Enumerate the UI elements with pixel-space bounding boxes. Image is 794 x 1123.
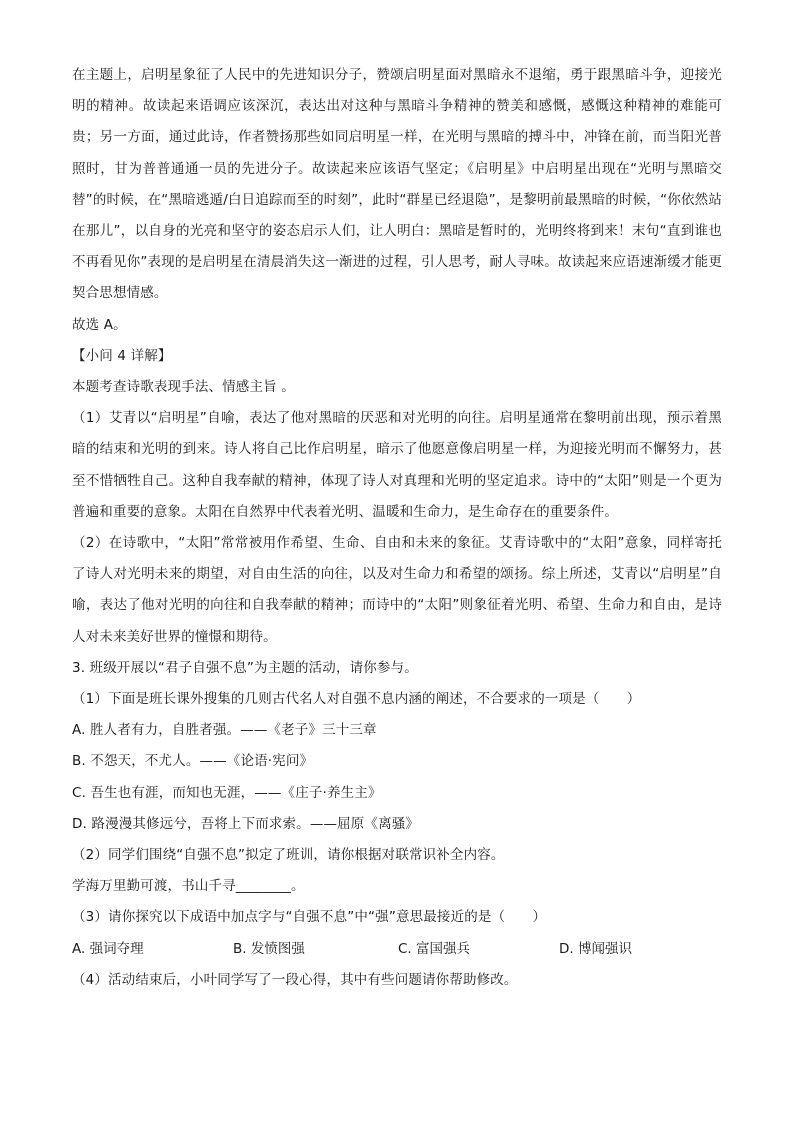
option-a: A. 胜人者有力，自胜者强。——《老子》三十三章 (72, 722, 377, 739)
idiom-option-a: A. 强词夺理 (72, 940, 144, 957)
analysis-point-1: （1）艾青以“启明星”自喻，表达了他对黑暗的厌恶和对光明的向往。启明星通常在黎明前出现，预示着黑暗的结束和光明的到来。诗人将自己比作启明星，暗示了他愿意像启明星一样，为迎接光明而不懈努力，甚至不惜牺牲自己。这种自我奉献的精神，体现了诗人对真理和光明的坚定追求。诗中的“太阳”则是一个更为普遍和重要的意象。太阳在自然界中代表着光明、温暖和生命力，是生命存在的重要条件。 (72, 410, 722, 520)
document-page (72, 60, 722, 996)
idiom-option-c: C. 富国强兵 (398, 940, 471, 957)
analysis-point-2: （2）在诗歌中，“太阳”常常被用作希望、生命、自由和未来的象征。艾青诗歌中的“太阳”意象，同样寄托了诗人对光明未来的期望，对自由生活的向往，以及对生命力和希望的颂扬。综上所述，艾青以“启明星”自喻，表达了他对光明的向往和自我奉献的精神；而诗中的“太阳”则象征着光明、希望、生命力和自由，是诗人对未来美好世界的憧憬和期待。 (72, 535, 722, 645)
option-b: B. 不怨天，不尤人。——《论语·宪问》 (72, 753, 314, 770)
question-part-3-prompt: （3）请你探究以下成语中加点字与“自强不息”中“强”意思最接近的是（ ） (72, 909, 547, 926)
section-intro: 本题考查诗歌表现手法、情感主旨 。 (72, 379, 295, 396)
idiom-options-row (72, 934, 722, 965)
question-stem: 3. 班级开展以“君子自强不息”为主题的活动，请你参与。 (72, 659, 418, 676)
analysis-paragraph: 在主题上，启明星象征了人民中的先进知识分子，赞颂启明星面对黑暗永不退缩，勇于跟黑暗斗争，迎接光明的精神。故读起来语调应该深沉，表达出对这种与黑暗斗争精神的赞美和感慨，感慨这种精神的难能可贵；另一方面，通过此诗，作者赞扬那些如同启明星一样，在光明与黑暗的搏斗中，冲锋在前，而当阳光普照时，甘为普普通通一员的先进分子。故读起来应该语气坚定；《启明星》中启明星出现在“光明与黑暗交替”的时候，在“黑暗逃遁/白日追踪而至的时刻”，此时“群星已经退隐”，是黎明前最黑暗的时候，“你依然站在那儿”，以自身的光亮和坚守的姿态启示人们，让人明白：黑暗是暂时的，光明终将到来！末句“直到谁也不再看见你”表现的是启明星在清晨消失这一渐进的过程，引人思考，耐人寻味。故读起来应语速渐缓才能更契合思想情感。 (72, 67, 722, 302)
question-part-2-prompt: （2）同学们围绕“自强不息”拟定了班训，请你根据对联常识补全内容。 (72, 847, 505, 864)
question-part-1-prompt: （1）下面是班长课外搜集的几则古代名人对自强不息内涵的阐述，不合要求的一项是（ ） (72, 691, 641, 708)
option-c: C. 吾生也有涯，而知也无涯，——《庄子·养生主》 (72, 784, 382, 801)
idiom-option-b: B. 发愤图强 (233, 940, 305, 957)
option-d: D. 路漫漫其修远兮，吾将上下而求索。——屈原《离骚》 (72, 815, 420, 832)
question-part-4-prompt: （4）活动结束后，小叶同学写了一段心得，其中有些问题请你帮助修改。 (72, 971, 518, 988)
answer-line: 故选 A。 (72, 316, 127, 333)
idiom-option-d: D. 博闻强识 (559, 940, 632, 957)
section-heading: 【小问 4 详解】 (72, 347, 172, 364)
couplet-blank: 学海万里勤可渡，书山千寻________。 (72, 878, 305, 895)
